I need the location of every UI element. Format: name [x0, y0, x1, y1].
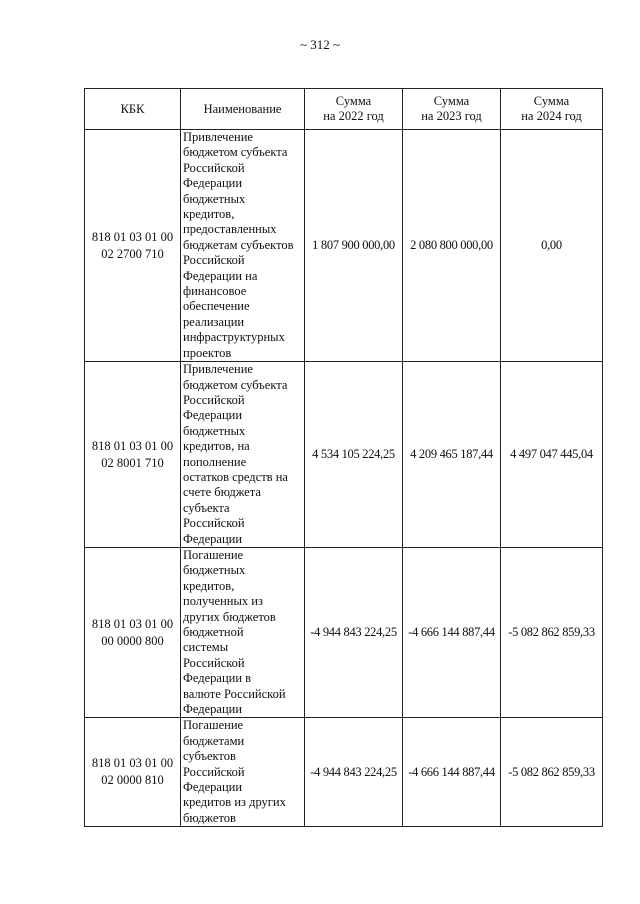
- sum-2022-cell: 1 807 900 000,00: [305, 130, 403, 362]
- sum-2024-cell: -5 082 862 859,33: [501, 547, 603, 717]
- header-sum-2023: Сумма на 2023 год: [403, 89, 501, 130]
- name-cell: Погашение бюджетами субъектов Российской Федерации кредитов из других бюджетов: [181, 718, 305, 827]
- kbk-cell: 818 01 03 01 00 02 2700 710: [85, 130, 181, 362]
- sum-2024-cell: 0,00: [501, 130, 603, 362]
- table-row: [85, 547, 603, 717]
- sum-2024-cell: -5 082 862 859,33: [501, 718, 603, 827]
- header-sum-2024: Сумма на 2024 год: [501, 89, 603, 130]
- kbk-cell: 818 01 03 01 00 02 0000 810: [85, 718, 181, 827]
- sum-2023-cell: 4 209 465 187,44: [403, 362, 501, 548]
- sum-2023-cell: 2 080 800 000,00: [403, 130, 501, 362]
- kbk-cell: 818 01 03 01 00 02 8001 710: [85, 362, 181, 548]
- name-cell: Привлечение бюджетом субъекта Российской Федерации бюджетных кредитов, на пополнение остатков средств на счете бюджета субъекта Российской Федерации: [181, 362, 305, 548]
- table-row: [85, 718, 603, 827]
- sum-2024-cell: 4 497 047 445,04: [501, 362, 603, 548]
- table-row: [85, 130, 603, 362]
- header-sum-2022: Сумма на 2022 год: [305, 89, 403, 130]
- header-kbk: КБК: [85, 89, 181, 130]
- sum-2022-cell: -4 944 843 224,25: [305, 547, 403, 717]
- kbk-cell: 818 01 03 01 00 00 0000 800: [85, 547, 181, 717]
- table-row: [85, 362, 603, 548]
- header-name: Наименование: [181, 89, 305, 130]
- sum-2022-cell: 4 534 105 224,25: [305, 362, 403, 548]
- sum-2023-cell: -4 666 144 887,44: [403, 718, 501, 827]
- name-cell: Погашение бюджетных кредитов, полученных из других бюджетов бюджетной системы Российской Федерации в валюте Российской Федерации: [181, 547, 305, 717]
- name-cell: Привлечение бюджетом субъекта Российской Федерации бюджетных кредитов, предоставленных бюджетам субъектов Российской Федерации на финансовое обеспечение реализации инфраструктурных проектов: [181, 130, 305, 362]
- page-number: ~ 312 ~: [299, 37, 341, 52]
- sum-2022-cell: -4 944 843 224,25: [305, 718, 403, 827]
- budget-table: [84, 88, 603, 827]
- sum-2023-cell: -4 666 144 887,44: [403, 547, 501, 717]
- table-header-row: [85, 89, 603, 130]
